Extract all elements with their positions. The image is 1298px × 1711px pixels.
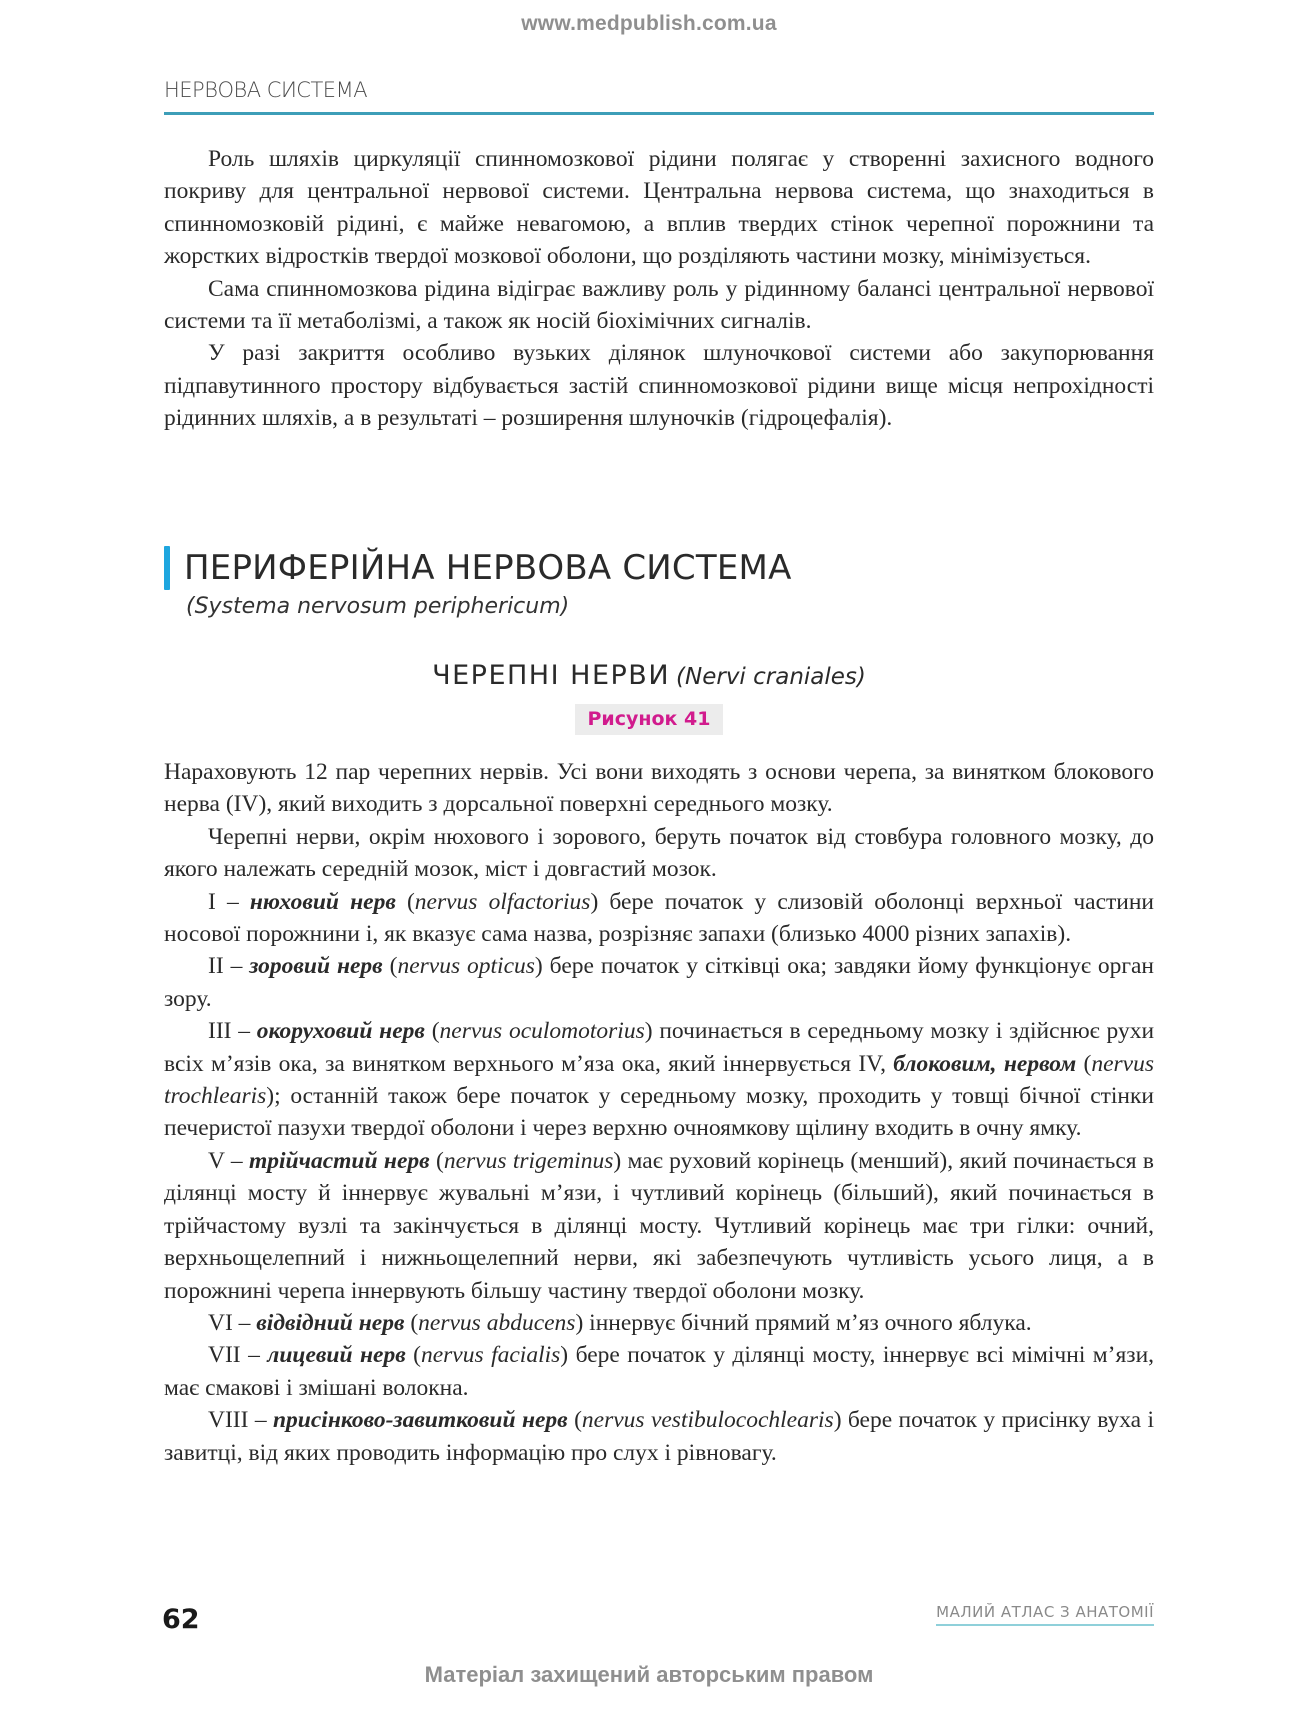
nerve-latin: nervus oculomotorius <box>439 1018 645 1045</box>
header-rule <box>164 112 1154 115</box>
nerve-name: відвідний нерв <box>256 1309 405 1336</box>
nerve-description: бере початок у ділянці мосту, іннервує всі мімічні м’язи, має смакові і змішані волокна. <box>164 1342 1155 1401</box>
nerve-description: іннервує бічний прямий м’яз очного яблука. <box>589 1309 1032 1336</box>
paragraph: У разі закриття особливо вузьких ділянок шлуночкової системи або закупорювання підпавутинного простору відбувається застій спинномозкової рідини вище місця непрохідності рідинних шляхів, а в результаті – розширення шлуночків (гідроцефалія). <box>164 340 1154 432</box>
nerve-number: II <box>208 953 224 980</box>
section-accent-bar <box>164 546 170 590</box>
nerve-number: VII <box>208 1342 241 1369</box>
paragraph: Черепні нерви, окрім нюхового і зорового, беруть початок від стовбура головного мозку, до якого належать середній мозок, міст і довгастий мозок. <box>164 823 1154 883</box>
nerve-description: ; останній також бере початок у середньому мозку, проходить у товщі бічної стінки печеристої пазухи твердої оболони і через верхню очноямкову щілину входить в очну ямку. <box>164 1083 1154 1142</box>
watermark-top: www.medpublish.com.ua <box>521 12 777 35</box>
paragraph: Нараховують 12 пар черепних нервів. Усі вони виходять з основи черепа, за винятком блокового нерва (IV), який виходить з дорсальної поверхні середнього мозку. <box>164 759 1154 818</box>
section-latin-title: (Systema nervosum periphericum) <box>186 594 570 619</box>
cranial-nerves-text-block <box>164 756 1154 1469</box>
book-title: МАЛИЙ АТЛАС З АНАТОМІЇ <box>936 1603 1154 1626</box>
nerve-number: V <box>208 1147 225 1174</box>
nerve-number: VI <box>208 1309 233 1336</box>
nerve-number: VIII <box>208 1407 249 1434</box>
subsection-heading <box>0 660 1298 691</box>
nerve-paragraph-III: III – окоруховий нерв (nervus oculomotorius) починається в середньому мозку і здійснює рухи всіх м’язів ока, за винятком верхнього м’яза ока, який іннервується IV, блоковим, нервом (nervus trochlearis); останній також бере початок у середньому мозку, проходить у товщі бічної стінки печеристої пазухи твердої оболони і через верхню очноямкову щілину входить в очну ямку. <box>164 1018 1155 1142</box>
nerve-number: III <box>208 1018 232 1045</box>
nerve-name: окоруховий нерв <box>256 1018 425 1045</box>
nerve-paragraph-V: V – трійчастий нерв (nervus trigeminus) має руховий корінець (менший), який починається в ділянці мосту й іннервує жувальні м’язи, і чутливий корінець (більший), який починається в трійчастому вузлі та закінчується в ділянці мосту. Чутливий корінець має три гілки: очний, верхньощелепний і нижньощелепний нерви, які забезпечують чутливість усього лиця, а в порожнині черепа іннервують більшу частину твердої оболони мозку. <box>164 1147 1155 1304</box>
nerve-description: бере початок у слизовій оболонці верхньої частини носової порожнини і, як вказує сама назва, розрізняє запахи (близько 4000 різних запахів). <box>164 888 1155 948</box>
nerve-latin: nervus olfactorius <box>414 888 591 915</box>
nerve-paragraph-VI: VI – відвідний нерв (nervus abducens) іннервує бічний прямий м’яз очного яблука. <box>208 1309 1032 1336</box>
nerve-description: має руховий корінець (менший), який починається в ділянці мосту й іннервує жувальні м’язи, і чутливий корінець (більший), який починається в трійчастому вузлі та закінчується в ділянці мосту. Чутливий корінець має три гілки: очний, верхньощелепний і нижньощелепний нерви, які забезпечують чутливість усього лиця, а в порожнині черепа іннервують більшу частину твердої оболони мозку. <box>164 1147 1155 1304</box>
section-title: ПЕРИФЕРІЙНА НЕРВОВА СИСТЕМА <box>184 548 792 588</box>
paragraph: Роль шляхів циркуляції спинномозкової рідини полягає у створенні захисного водного покриву для центральної нервової системи. Центральна нервова система, що знаходиться в спинномозковій рідині, є майже невагомою, а вплив твердих стінок черепної порожнини та жорстких відростків твердої мозкової оболони, що розділяють частини мозку, мінімізується. <box>164 146 1154 270</box>
nerve-latin: nervus opticus <box>397 953 535 980</box>
nerve-name: трійчастий нерв <box>249 1147 430 1174</box>
watermark-bottom: Матеріал захищений авторським правом <box>424 1662 874 1687</box>
nerve-paragraph-I: I – нюховий нерв (nervus olfactorius) бере початок у слизовій оболонці верхньої частини носової порожнини і, як вказує сама назва, розрізняє запахи (близько 4000 різних запахів). <box>164 888 1155 948</box>
nerve-description: починається в середньому мозку і здійснює рухи всіх м’язів ока, за винятком верхнього м’яза ока, який іннервується IV, <box>164 1018 1155 1077</box>
subsection-latin-title: (Nervi craniales) <box>676 664 866 690</box>
nerve-name: блоковим, нервом <box>893 1050 1077 1077</box>
nerve-name: зоровий нерв <box>249 953 383 980</box>
nerve-description: бере початок у присінку вуха і завитці, від яких проводить інформацію про слух і рівновагу. <box>164 1407 1155 1466</box>
nerve-paragraph-VII: VII – лицевий нерв (nervus facialis) бере початок у ділянці мосту, іннервує всі мімічні м’язи, має смакові і змішані волокна. <box>164 1342 1155 1401</box>
nerve-description: бере початок у сітківці ока; завдяки йому функціонує орган зору. <box>164 953 1155 1012</box>
intro-text-block <box>164 143 1154 435</box>
nerve-latin: nervus abducens <box>418 1309 576 1336</box>
nerve-paragraph-II: II – зоровий нерв (nervus opticus) бере початок у сітківці ока; завдяки йому функціонує орган зору. <box>164 953 1155 1012</box>
nerve-latin: nervus trigeminus <box>443 1147 614 1174</box>
running-head: НЕРВОВА СИСТЕМА <box>164 78 368 102</box>
nerve-name: присінково-завитковий нерв <box>272 1407 568 1434</box>
nerve-latin: nervus vestibulocochlearis <box>581 1407 834 1434</box>
subsection-title: ЧЕРЕПНІ НЕРВИ <box>432 660 671 691</box>
page-number: 62 <box>162 1604 200 1635</box>
figure-reference-badge[interactable]: Рисунок 41 <box>575 704 722 735</box>
nerve-latin: nervus facialis <box>420 1342 561 1369</box>
section-heading <box>164 545 792 591</box>
nerve-name: лицевий нерв <box>267 1342 406 1369</box>
nerve-paragraph-VIII: VIII – присінково-завитковий нерв (nervus vestibulocochlearis) бере початок у присінку вуха і завитці, від яких проводить інформацію про слух і рівновагу. <box>164 1407 1155 1466</box>
nerve-number: I <box>208 888 216 915</box>
nerve-latin: nervus trochlearis <box>164 1050 1155 1110</box>
paragraph: Сама спинномозкова рідина відіграє важливу роль у рідинному балансі центральної нервової системи та її метаболізмі, а також як носій біохімічних сигналів. <box>164 275 1154 335</box>
figure-reference-wrap <box>0 704 1298 735</box>
nerve-name: нюховий нерв <box>249 888 396 915</box>
